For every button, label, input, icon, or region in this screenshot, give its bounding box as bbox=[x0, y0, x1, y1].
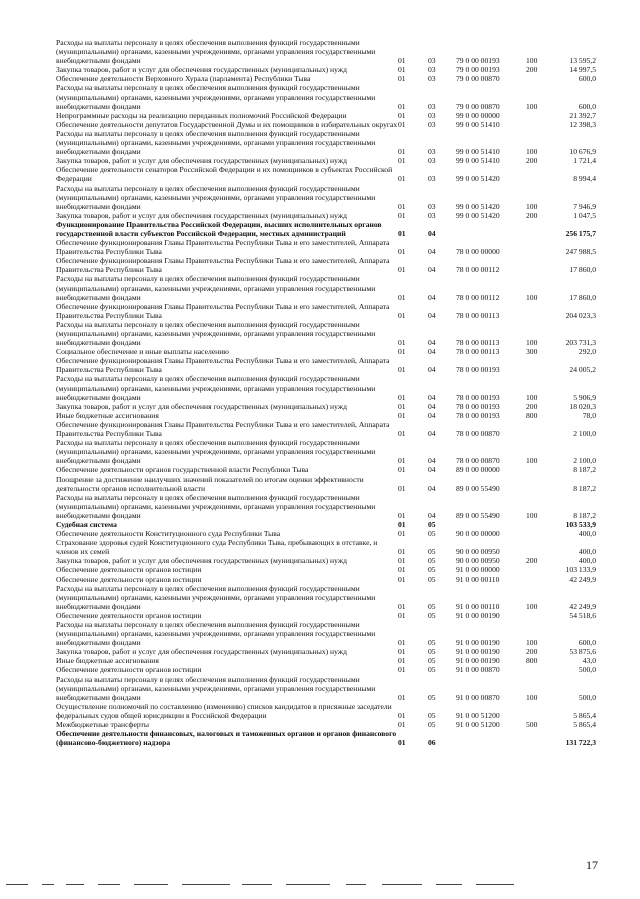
row-amount: 1 047,5 bbox=[573, 210, 596, 220]
table-row bbox=[56, 656, 596, 665]
row-subsection: 04 bbox=[428, 465, 436, 475]
row-name: Расходы на выплаты персоналу в целях обеспечения выполнения функций государственными (муниципальными) органами, казенными учреждениями, органами управления государственными внебюджетными фондами bbox=[56, 438, 376, 466]
row-amount: 12 398,3 bbox=[569, 119, 596, 129]
row-section: 01 bbox=[398, 347, 406, 357]
row-subsection: 04 bbox=[428, 365, 436, 375]
row-name: Обеспечение функционирования Главы Правительства Республики Тыва и его заместителей, Аппарата Правительства Республики Тыва bbox=[56, 301, 390, 320]
row-expense-type: 100 bbox=[526, 56, 538, 66]
row-section: 01 bbox=[398, 247, 406, 257]
row-target-item: 78 0 00 00113 bbox=[456, 310, 500, 320]
row-target-item: 79 0 00 00870 bbox=[456, 74, 500, 84]
row-subsection: 04 bbox=[428, 483, 436, 493]
row-subsection: 04 bbox=[428, 401, 436, 411]
row-subsection: 03 bbox=[428, 201, 436, 211]
row-amount: 42 249,9 bbox=[569, 601, 596, 611]
row-amount: 600,0 bbox=[578, 101, 596, 111]
row-subsection: 05 bbox=[428, 710, 436, 720]
row-subsection: 04 bbox=[428, 247, 436, 257]
row-name: Социальное обеспечение и иные выплаты населению bbox=[56, 347, 229, 357]
row-expense-type: 100 bbox=[526, 201, 538, 211]
table-row bbox=[56, 256, 596, 274]
row-section: 01 bbox=[398, 210, 406, 220]
row-subsection: 05 bbox=[428, 720, 436, 730]
table-row bbox=[56, 420, 596, 438]
row-expense-type: 800 bbox=[526, 656, 538, 666]
row-amount: 10 676,9 bbox=[569, 147, 596, 157]
row-target-item: 78 0 00 00112 bbox=[456, 265, 500, 275]
row-section: 01 bbox=[398, 665, 406, 675]
row-target-item: 91 0 00 00870 bbox=[456, 665, 500, 675]
row-amount: 43,0 bbox=[582, 656, 596, 666]
row-subsection: 04 bbox=[428, 265, 436, 275]
row-subsection: 03 bbox=[428, 110, 436, 120]
row-name: Закупка товаров, работ и услуг для обеспечения государственных (муниципальных) нужд bbox=[56, 647, 347, 657]
row-amount: 17 860,0 bbox=[569, 265, 596, 275]
row-target-item: 99 0 00 51420 bbox=[456, 210, 500, 220]
row-name: Обеспечение деятельности органов юстиции bbox=[56, 665, 202, 675]
row-subsection: 04 bbox=[428, 456, 436, 466]
table-row bbox=[56, 211, 596, 220]
row-name: Расходы на выплаты персоналу в целях обеспечения выполнения функций государственными (муниципальными) органами, казенными учреждениями, органами управления государственными внебюджетными фондами bbox=[56, 83, 376, 111]
row-amount: 54 518,6 bbox=[569, 610, 596, 620]
row-target-item: 78 0 00 00870 bbox=[456, 456, 500, 466]
row-amount: 21 392,7 bbox=[569, 110, 596, 120]
row-name: Страхование здоровья судей Конституционного суда Республики Тыва, пребывающих в отставке, и членов их семей bbox=[56, 538, 378, 557]
row-section: 01 bbox=[398, 483, 406, 493]
table-row bbox=[56, 675, 596, 702]
table-row bbox=[56, 565, 596, 574]
row-name: Расходы на выплаты персоналу в целях обеспечения выполнения функций государственными (муниципальными) органами, казенными учреждениями, органами управления государственными внебюджетными фондами bbox=[56, 492, 376, 520]
row-name: Расходы на выплаты персоналу в целях обеспечения выполнения функций государственными (муниципальными) органами, казенными учреждениями, органами управления государственными внебюджетными фондами bbox=[56, 674, 376, 702]
row-target-item: 91 0 00 00190 bbox=[456, 610, 500, 620]
row-name: Функционирование Правительства Российской Федерации, высших исполнительных органов государственной власти субъектов Российской Федерации, местных администраций bbox=[56, 219, 382, 238]
row-name: Обеспечение деятельности Верховного Хурала (парламента) Республики Тыва bbox=[56, 74, 311, 84]
row-amount: 131 722,3 bbox=[565, 738, 596, 748]
row-target-item: 79 0 00 00870 bbox=[456, 101, 500, 111]
row-subsection: 05 bbox=[428, 665, 436, 675]
row-name: Непрограммные расходы на реализацию переданных полномочий Российской Федерации bbox=[56, 110, 347, 120]
row-subsection: 04 bbox=[428, 228, 436, 238]
row-name: Осуществление полномочий по составлению (изменению) списков кандидатов в присяжные заседатели федеральных судов общей юрисдикции в Российской Федерации bbox=[56, 701, 392, 720]
row-amount: 7 946,9 bbox=[573, 201, 596, 211]
row-section: 01 bbox=[398, 465, 406, 475]
row-amount: 5 906,9 bbox=[573, 392, 596, 402]
row-section: 01 bbox=[398, 647, 406, 657]
row-section: 01 bbox=[398, 456, 406, 466]
row-section: 01 bbox=[398, 101, 406, 111]
row-name: Обеспечение деятельности финансовых, налоговых и таможенных органов и органов финансового (финансово-бюджетного) надзора bbox=[56, 729, 397, 748]
table-row bbox=[56, 584, 596, 611]
row-section: 01 bbox=[398, 110, 406, 120]
row-subsection: 05 bbox=[428, 556, 436, 566]
row-expense-type: 100 bbox=[526, 456, 538, 466]
table-row bbox=[56, 238, 596, 256]
row-amount: 17 860,0 bbox=[569, 292, 596, 302]
row-target-item: 78 0 00 00113 bbox=[456, 347, 500, 357]
row-amount: 600,0 bbox=[578, 74, 596, 84]
row-subsection: 05 bbox=[428, 656, 436, 666]
row-expense-type: 200 bbox=[526, 556, 538, 566]
row-target-item: 78 0 00 00193 bbox=[456, 392, 500, 402]
row-section: 01 bbox=[398, 692, 406, 702]
row-target-item: 91 0 00 00000 bbox=[456, 565, 500, 575]
row-name: Обеспечение деятельности органов юстиции bbox=[56, 610, 202, 620]
row-name: Обеспечение деятельности органов юстиции bbox=[56, 574, 202, 584]
row-amount: 292,0 bbox=[578, 347, 596, 357]
row-section: 01 bbox=[398, 310, 406, 320]
row-name: Закупка товаров, работ и услуг для обеспечения государственных (муниципальных) нужд bbox=[56, 156, 347, 166]
row-subsection: 03 bbox=[428, 56, 436, 66]
row-section: 01 bbox=[398, 228, 406, 238]
row-amount: 400,0 bbox=[578, 547, 596, 557]
row-subsection: 03 bbox=[428, 156, 436, 166]
row-target-item: 99 0 00 51420 bbox=[456, 201, 500, 211]
row-amount: 103 133,9 bbox=[565, 565, 596, 575]
row-subsection: 05 bbox=[428, 529, 436, 539]
row-amount: 1 721,4 bbox=[573, 156, 596, 166]
row-subsection: 03 bbox=[428, 74, 436, 84]
row-name: Обеспечение функционирования Главы Правительства Республики Тыва и его заместителей, Аппарата Правительства Республики Тыва bbox=[56, 419, 390, 439]
row-subsection: 03 bbox=[428, 65, 436, 75]
row-amount: 2 100,0 bbox=[573, 456, 596, 466]
row-name: Поощрение за достижение наилучших значений показателей по итогам оценки эффективности деятельности органов исполнительной власти bbox=[56, 474, 364, 493]
row-amount: 204 023,3 bbox=[565, 310, 596, 320]
budget-table bbox=[56, 38, 596, 747]
row-subsection: 05 bbox=[428, 519, 436, 529]
row-subsection: 03 bbox=[428, 147, 436, 157]
table-row bbox=[56, 720, 596, 729]
row-amount: 203 731,3 bbox=[565, 338, 596, 348]
row-amount: 5 865,4 bbox=[573, 710, 596, 720]
table-row bbox=[56, 374, 596, 401]
row-section: 01 bbox=[398, 292, 406, 302]
row-amount: 2 100,0 bbox=[573, 429, 596, 439]
row-target-item: 89 0 00 55490 bbox=[456, 510, 500, 520]
row-subsection: 05 bbox=[428, 638, 436, 648]
table-row bbox=[56, 465, 596, 474]
table-row bbox=[56, 165, 596, 183]
row-section: 01 bbox=[398, 201, 406, 211]
row-target-item: 99 0 00 51410 bbox=[456, 156, 500, 166]
row-name: Обеспечение деятельности органов государственной власти Республики Тыва bbox=[56, 465, 309, 475]
row-expense-type: 100 bbox=[526, 292, 538, 302]
row-name: Закупка товаров, работ и услуг для обеспечения государственных (муниципальных) нужд bbox=[56, 556, 347, 566]
row-expense-type: 500 bbox=[526, 720, 538, 730]
row-section: 01 bbox=[398, 610, 406, 620]
row-subsection: 04 bbox=[428, 429, 436, 439]
page-number: 17 bbox=[586, 858, 598, 872]
table-row bbox=[56, 411, 596, 420]
row-target-item: 91 0 00 00190 bbox=[456, 647, 500, 657]
row-name: Обеспечение деятельности сенаторов Российской Федерации и их помощников в субъектах Российской Федерации bbox=[56, 165, 393, 184]
table-row bbox=[56, 320, 596, 347]
table-row bbox=[56, 220, 596, 238]
row-amount: 500,0 bbox=[578, 692, 596, 702]
row-subsection: 03 bbox=[428, 101, 436, 111]
table-row bbox=[56, 347, 596, 356]
row-name: Межбюджетные трансферты bbox=[56, 720, 149, 730]
row-name: Обеспечение функционирования Главы Правительства Республики Тыва и его заместителей, Аппарата Правительства Республики Тыва bbox=[56, 356, 390, 375]
row-subsection: 05 bbox=[428, 647, 436, 657]
row-amount: 400,0 bbox=[578, 529, 596, 539]
row-target-item: 91 0 00 00110 bbox=[456, 574, 500, 584]
table-row bbox=[56, 556, 596, 565]
table-row bbox=[56, 402, 596, 411]
row-section: 01 bbox=[398, 338, 406, 348]
row-amount: 24 005,2 bbox=[569, 365, 596, 375]
row-name: Расходы на выплаты персоналу в целях обеспечения выполнения функций государственными (муниципальными) органами, казенными учреждениями, органами управления государственными внебюджетными фондами bbox=[56, 583, 376, 611]
row-amount: 247 988,5 bbox=[565, 247, 596, 257]
row-section: 01 bbox=[398, 601, 406, 611]
row-amount: 500,0 bbox=[578, 665, 596, 675]
row-amount: 5 865,4 bbox=[573, 720, 596, 730]
row-name: Закупка товаров, работ и услуг для обеспечения государственных (муниципальных) нужд bbox=[56, 210, 347, 220]
row-subsection: 03 bbox=[428, 119, 436, 129]
row-section: 01 bbox=[398, 656, 406, 666]
row-expense-type: 800 bbox=[526, 410, 538, 420]
row-subsection: 03 bbox=[428, 210, 436, 220]
row-target-item: 90 0 00 00950 bbox=[456, 556, 500, 566]
row-target-item: 91 0 00 00110 bbox=[456, 601, 500, 611]
row-amount: 8 187,2 bbox=[573, 483, 596, 493]
row-section: 01 bbox=[398, 547, 406, 557]
row-subsection: 05 bbox=[428, 574, 436, 584]
row-target-item: 78 0 00 00113 bbox=[456, 338, 500, 348]
row-amount: 600,0 bbox=[578, 638, 596, 648]
row-subsection: 04 bbox=[428, 392, 436, 402]
row-target-item: 91 0 00 00870 bbox=[456, 692, 500, 702]
row-amount: 42 249,9 bbox=[569, 574, 596, 584]
row-amount: 13 595,2 bbox=[569, 56, 596, 66]
row-target-item: 91 0 00 51200 bbox=[456, 720, 500, 730]
row-subsection: 04 bbox=[428, 310, 436, 320]
row-target-item: 91 0 00 51200 bbox=[456, 710, 500, 720]
row-subsection: 03 bbox=[428, 174, 436, 184]
row-subsection: 05 bbox=[428, 547, 436, 557]
row-name: Обеспечение деятельности Конституционного суда Республики Тыва bbox=[56, 529, 281, 539]
row-section: 01 bbox=[398, 565, 406, 575]
row-section: 01 bbox=[398, 74, 406, 84]
row-name: Расходы на выплаты персоналу в целях обеспечения выполнения функций государственными (муниципальными) органами, казенными учреждениями, органами управления государственными внебюджетными фондами bbox=[56, 620, 376, 648]
row-subsection: 04 bbox=[428, 338, 436, 348]
row-target-item: 78 0 00 00112 bbox=[456, 292, 500, 302]
row-target-item: 78 0 00 00193 bbox=[456, 401, 500, 411]
table-row bbox=[56, 156, 596, 165]
row-amount: 8 994,4 bbox=[573, 174, 596, 184]
row-section: 01 bbox=[398, 710, 406, 720]
table-row bbox=[56, 520, 596, 529]
row-subsection: 06 bbox=[428, 738, 436, 748]
row-section: 01 bbox=[398, 265, 406, 275]
row-name: Обеспечение деятельности депутатов Государственной Думы и их помощников в избирательных округах bbox=[56, 119, 398, 129]
footer-dashed-line bbox=[6, 884, 526, 886]
row-subsection: 05 bbox=[428, 601, 436, 611]
table-row bbox=[56, 729, 596, 747]
row-name: Обеспечение функционирования Главы Правительства Республики Тыва и его заместителей, Аппарата Правительства Республики Тыва bbox=[56, 256, 390, 275]
row-target-item: 99 0 00 51420 bbox=[456, 174, 500, 184]
row-target-item: 89 0 00 00000 bbox=[456, 465, 500, 475]
row-name: Расходы на выплаты персоналу в целях обеспечения выполнения функций государственными (муниципальными) органами, казенными учреждениями, органами управления государственными внебюджетными фондами bbox=[56, 374, 376, 402]
row-name: Иные бюджетные ассигнования bbox=[56, 410, 159, 420]
row-target-item: 99 0 00 51410 bbox=[456, 147, 500, 157]
row-expense-type: 100 bbox=[526, 692, 538, 702]
row-target-item: 78 0 00 00870 bbox=[456, 429, 500, 439]
row-name: Расходы на выплаты персоналу в целях обеспечения выполнения функций государственными (муниципальными) органами, казенными учреждениями, органами управления государственными внебюджетными фондами bbox=[56, 319, 376, 348]
row-section: 01 bbox=[398, 519, 406, 529]
row-expense-type: 200 bbox=[526, 647, 538, 657]
row-expense-type: 100 bbox=[526, 638, 538, 648]
row-subsection: 04 bbox=[428, 292, 436, 302]
row-target-item: 91 0 00 00190 bbox=[456, 656, 500, 666]
row-section: 01 bbox=[398, 401, 406, 411]
row-amount: 53 875,6 bbox=[569, 647, 596, 657]
row-section: 01 bbox=[398, 65, 406, 75]
table-row bbox=[56, 575, 596, 584]
row-expense-type: 200 bbox=[526, 65, 538, 75]
table-row bbox=[56, 493, 596, 520]
table-row bbox=[56, 274, 596, 301]
row-section: 01 bbox=[398, 529, 406, 539]
row-target-item: 78 0 00 00000 bbox=[456, 247, 500, 257]
row-target-item: 90 0 00 00000 bbox=[456, 529, 500, 539]
row-section: 01 bbox=[398, 510, 406, 520]
row-name: Расходы на выплаты персоналу в целях обеспечения выполнения функций государственными (муниципальными) органами, казенными учреждениями, органами управления государственными внебюджетными фондами bbox=[56, 274, 376, 302]
row-subsection: 05 bbox=[428, 565, 436, 575]
table-row bbox=[56, 647, 596, 656]
row-amount: 103 533,9 bbox=[565, 519, 596, 529]
row-target-item: 79 0 00 00193 bbox=[456, 56, 500, 66]
table-row bbox=[56, 120, 596, 129]
row-section: 01 bbox=[398, 156, 406, 166]
row-section: 01 bbox=[398, 365, 406, 375]
row-section: 01 bbox=[398, 638, 406, 648]
table-row bbox=[56, 111, 596, 120]
table-row bbox=[56, 665, 596, 674]
table-row bbox=[56, 438, 596, 465]
row-target-item: 99 0 00 00000 bbox=[456, 110, 500, 120]
row-expense-type: 100 bbox=[526, 338, 538, 348]
row-name: Закупка товаров, работ и услуг для обеспечения государственных (муниципальных) нужд bbox=[56, 401, 347, 411]
row-name: Обеспечение функционирования Главы Правительства Республики Тыва и его заместителей, Аппарата Правительства Республики Тыва bbox=[56, 238, 390, 257]
table-row bbox=[56, 529, 596, 538]
row-subsection: 04 bbox=[428, 410, 436, 420]
table-row bbox=[56, 475, 596, 493]
row-expense-type: 200 bbox=[526, 156, 538, 166]
row-expense-type: 100 bbox=[526, 147, 538, 157]
row-name: Расходы на выплаты персоналу в целях обеспечения выполнения функций государственными (муниципальными) органами, казенными учреждениями, органами управления государственными внебюджетными фондами bbox=[56, 128, 376, 157]
table-row bbox=[56, 184, 596, 211]
row-amount: 8 187,2 bbox=[573, 510, 596, 520]
row-target-item: 91 0 00 00190 bbox=[456, 638, 500, 648]
row-target-item: 78 0 00 00193 bbox=[456, 365, 500, 375]
row-section: 01 bbox=[398, 720, 406, 730]
row-name: Судебная система bbox=[56, 519, 117, 529]
row-expense-type: 100 bbox=[526, 392, 538, 402]
row-target-item: 99 0 00 51410 bbox=[456, 119, 500, 129]
row-amount: 18 020,3 bbox=[569, 401, 596, 411]
row-section: 01 bbox=[398, 410, 406, 420]
table-row bbox=[56, 83, 596, 110]
table-row bbox=[56, 38, 596, 65]
row-expense-type: 100 bbox=[526, 601, 538, 611]
row-subsection: 05 bbox=[428, 692, 436, 702]
table-row bbox=[56, 129, 596, 156]
row-amount: 256 175,7 bbox=[565, 228, 596, 238]
row-amount: 400,0 bbox=[578, 556, 596, 566]
row-amount: 8 187,2 bbox=[573, 465, 596, 475]
row-expense-type: 200 bbox=[526, 401, 538, 411]
row-expense-type: 100 bbox=[526, 101, 538, 111]
row-name: Расходы на выплаты персоналу в целях обеспечения выполнения функций государственными (муниципальными) органами, казенными учреждениями, органами управления государственными внебюджетными фондами bbox=[56, 183, 376, 211]
row-expense-type: 200 bbox=[526, 210, 538, 220]
row-target-item: 79 0 00 00193 bbox=[456, 65, 500, 75]
table-row bbox=[56, 702, 596, 720]
row-subsection: 05 bbox=[428, 610, 436, 620]
row-section: 01 bbox=[398, 147, 406, 157]
table-row bbox=[56, 65, 596, 74]
row-name: Расходы на выплаты персоналу в целях обеспечения выполнения функций государственными (муниципальными) органами, казенными учреждениями, органами управления государственными внебюджетными фондами bbox=[56, 38, 376, 66]
table-row bbox=[56, 302, 596, 320]
table-row bbox=[56, 620, 596, 647]
row-section: 01 bbox=[398, 429, 406, 439]
row-subsection: 04 bbox=[428, 347, 436, 357]
row-expense-type: 300 bbox=[526, 347, 538, 357]
row-name: Закупка товаров, работ и услуг для обеспечения государственных (муниципальных) нужд bbox=[56, 65, 347, 75]
row-expense-type: 100 bbox=[526, 510, 538, 520]
row-amount: 14 997,5 bbox=[569, 65, 596, 75]
row-section: 01 bbox=[398, 738, 406, 748]
row-target-item: 89 0 00 55490 bbox=[456, 483, 500, 493]
table-row bbox=[56, 538, 596, 556]
table-row bbox=[56, 611, 596, 620]
row-section: 01 bbox=[398, 556, 406, 566]
row-section: 01 bbox=[398, 56, 406, 66]
row-section: 01 bbox=[398, 174, 406, 184]
row-section: 01 bbox=[398, 392, 406, 402]
row-target-item: 90 0 00 00950 bbox=[456, 547, 500, 557]
table-row bbox=[56, 356, 596, 374]
table-row bbox=[56, 74, 596, 83]
row-name: Обеспечение деятельности органов юстиции bbox=[56, 565, 202, 575]
row-amount: 78,0 bbox=[582, 410, 596, 420]
row-subsection: 04 bbox=[428, 510, 436, 520]
row-name: Иные бюджетные ассигнования bbox=[56, 656, 159, 666]
row-target-item: 78 0 00 00193 bbox=[456, 410, 500, 420]
row-section: 01 bbox=[398, 119, 406, 129]
row-section: 01 bbox=[398, 574, 406, 584]
